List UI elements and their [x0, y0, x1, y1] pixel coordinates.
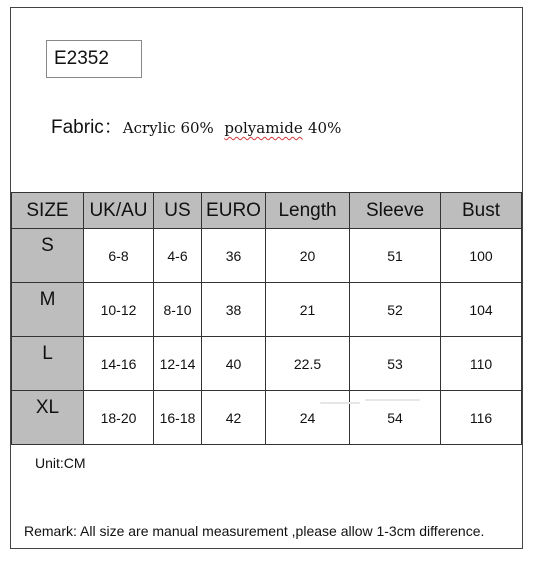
table-cell: 53	[350, 337, 441, 391]
table-cell: 54	[350, 391, 441, 445]
table-cell: 104	[441, 283, 522, 337]
table-cell: 20	[266, 229, 350, 283]
table-cell: 14-16	[84, 337, 154, 391]
table-cell: 18-20	[84, 391, 154, 445]
watermark-smudge	[365, 399, 420, 401]
fabric-composition-2-pct: 40%	[307, 119, 342, 137]
size-table	[11, 192, 522, 445]
table-cell: 51	[350, 229, 441, 283]
fabric-label: Fabric：	[51, 117, 123, 138]
table-row	[12, 229, 522, 283]
table-header-row	[12, 193, 522, 229]
size-cell: L	[12, 337, 84, 391]
watermark-smudge	[320, 402, 360, 404]
header-us: US	[154, 193, 202, 229]
table-row	[12, 391, 522, 445]
size-cell: S	[12, 229, 84, 283]
table-row	[12, 337, 522, 391]
table-cell: 100	[441, 229, 522, 283]
table-cell: 6-8	[84, 229, 154, 283]
table-cell: 110	[441, 337, 522, 391]
unit-note: Unit:CM	[35, 455, 86, 471]
table-cell: 52	[350, 283, 441, 337]
header-uk-au: UK/AU	[84, 193, 154, 229]
product-code: E2352	[46, 40, 142, 78]
table-cell: 12-14	[154, 337, 202, 391]
header-bust: Bust	[441, 193, 522, 229]
remark-note: Remark: All size are manual measurement ,please allow 1-3cm difference.	[24, 523, 485, 539]
table-cell: 21	[266, 283, 350, 337]
table-cell: 36	[202, 229, 266, 283]
table-cell: 40	[202, 337, 266, 391]
header-sleeve: Sleeve	[350, 193, 441, 229]
table-cell: 116	[441, 391, 522, 445]
table-cell: 24	[266, 391, 350, 445]
size-cell: M	[12, 283, 84, 337]
header-euro: EURO	[202, 193, 266, 229]
table-cell: 8-10	[154, 283, 202, 337]
table-cell: 16-18	[154, 391, 202, 445]
table-cell: 38	[202, 283, 266, 337]
table-row	[12, 283, 522, 337]
fabric-composition-2: polyamide	[224, 119, 303, 137]
table-cell: 4-6	[154, 229, 202, 283]
fabric-line	[51, 112, 341, 139]
size-cell: XL	[12, 391, 84, 445]
header-size: SIZE	[12, 193, 84, 229]
fabric-composition-1: Acrylic 60%	[122, 119, 214, 137]
table-cell: 10-12	[84, 283, 154, 337]
table-cell: 22.5	[266, 337, 350, 391]
table-cell: 42	[202, 391, 266, 445]
header-length: Length	[266, 193, 350, 229]
